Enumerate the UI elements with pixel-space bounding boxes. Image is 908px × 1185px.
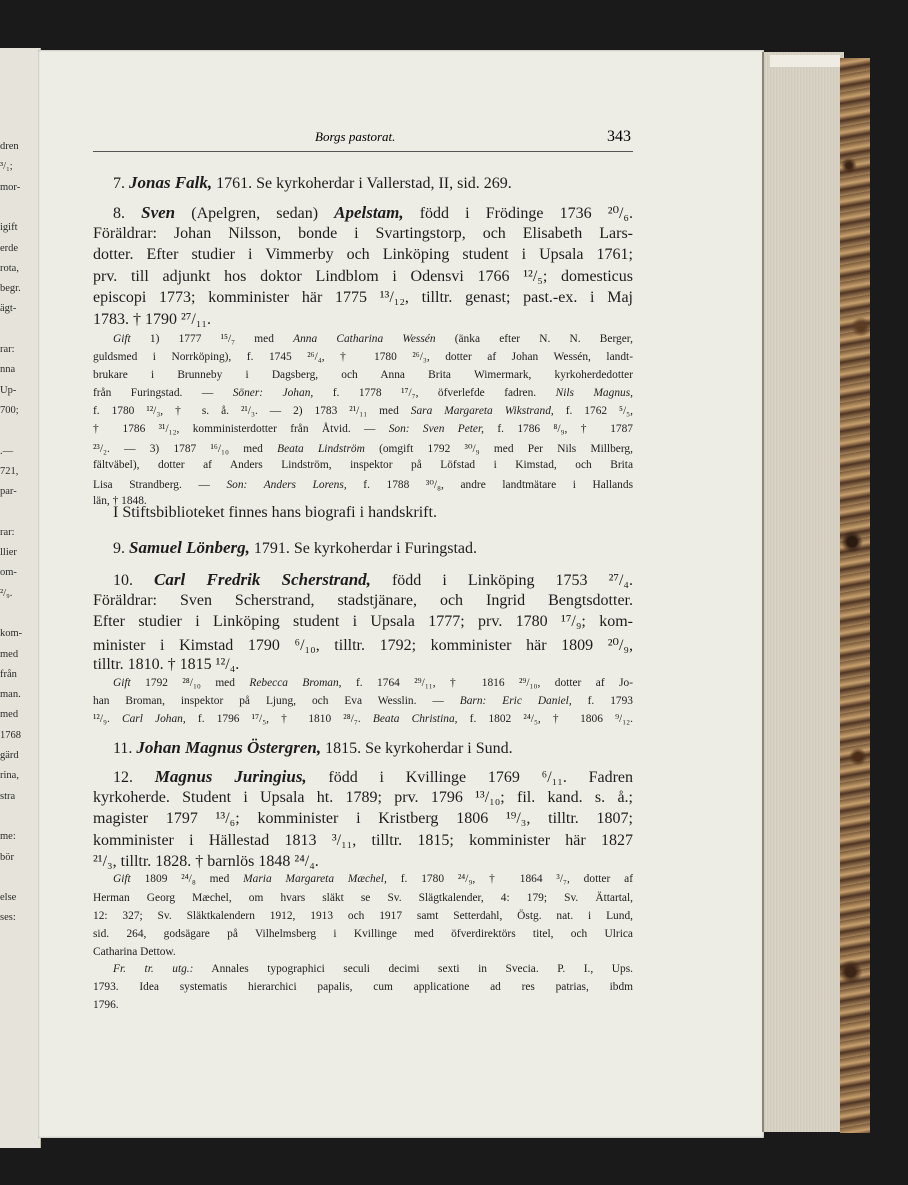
text-run: 1792 ²⁸/₁₀ med xyxy=(130,677,250,689)
facing-page-fragment: man. xyxy=(0,689,21,701)
text-run: f. 1764 ²⁹/₁₁, † 1816 ²⁹/₁₀, dotter af Jo- xyxy=(341,677,633,689)
facing-page-fragment: .— xyxy=(0,445,14,457)
facing-page-fragment: else xyxy=(0,892,17,904)
facing-page-fragment: stra xyxy=(0,790,16,802)
page-number: 343 xyxy=(607,128,631,145)
facing-page-fragment: mor- xyxy=(0,181,21,193)
note-line xyxy=(93,387,633,399)
note-line xyxy=(93,459,633,471)
text-run: Fr. tr. utg.: xyxy=(113,963,194,975)
text-run: 12. xyxy=(113,769,155,786)
text-run: ²³/₂. — 3) 1787 ¹⁶/₁₀ med xyxy=(93,443,278,455)
text-run: Lisa Strandberg. — xyxy=(93,479,227,491)
text-run: Beata Christina, xyxy=(372,713,458,725)
facing-page-fragment: dren xyxy=(0,141,19,152)
text-line xyxy=(113,738,513,758)
text-run: dotter. Efter studier i Vimmerby och Linköping student i Upsala 1761; xyxy=(93,246,633,263)
facing-page-fragment: 700; xyxy=(0,404,19,416)
text-run: Carl Johan, xyxy=(121,713,186,725)
text-line xyxy=(93,635,633,655)
text-line xyxy=(93,853,319,871)
note-line xyxy=(93,405,633,417)
facing-page-fragment: bör xyxy=(0,851,14,863)
text-run: från Furingstad. — xyxy=(93,387,233,399)
note-line xyxy=(93,999,119,1011)
text-run: f. 1793 xyxy=(571,695,633,707)
person-name: Carl Fredrik Scherstrand, xyxy=(154,570,371,589)
text-run: län, † 1848. xyxy=(93,495,147,507)
text-run: (omgift 1792 ³⁰/₉ med Per Nils Millberg, xyxy=(364,443,633,455)
note-line xyxy=(93,351,633,363)
page-edges xyxy=(762,52,844,1132)
text-run: 1793. Idea systematis hierarchici papalis, cum applicatione ad res patrias, ibdm xyxy=(93,981,633,993)
text-line xyxy=(93,311,211,329)
facing-page-fragment: från xyxy=(0,668,17,680)
text-line xyxy=(113,767,633,787)
text-run: Catharina Dettow. xyxy=(93,946,176,958)
text-run: guldsmed i Norrköping), f. 1745 ²⁶/₄, † 1780 ²⁶/₃, dotter af Johan Wessén, landt- xyxy=(93,351,633,363)
note-line xyxy=(93,946,176,958)
text-run: f. 1762 ⁵/₅, xyxy=(553,405,634,417)
text-run: f. 1802 ²⁴/₅, † 1806 ⁹/₁₂. xyxy=(457,713,633,725)
text-line xyxy=(93,225,633,243)
text-run: f. 1778 ¹⁷/₇, öfverlefde fadren. xyxy=(313,387,556,399)
text-run: född i Frödinge 1736 ²⁰/₆. xyxy=(403,205,634,222)
text-run: f. 1786 ⁸/₉, † 1787 xyxy=(484,423,633,435)
text-run: f. 1780 ²⁴/₉, † 1864 ³/₇, dotter af xyxy=(386,873,633,885)
facing-page-fragment: om- xyxy=(0,567,17,579)
text-run: magister 1797 ¹³/₆; komminister i Kristberg 1806 ¹⁹/₃, tilltr. 1807; xyxy=(93,810,633,827)
facing-page-fragment: rar: xyxy=(0,526,15,538)
note-line xyxy=(113,333,633,345)
note-line xyxy=(93,441,633,455)
note-line xyxy=(93,695,633,707)
text-line xyxy=(93,246,633,264)
text-run: tilltr. 1810. † 1815 ¹²/₄. xyxy=(93,656,240,673)
text-run: (Apelgren, sedan) xyxy=(175,205,335,222)
facing-page-fragment: 1768 xyxy=(0,729,21,741)
person-name: Johan Magnus Östergren, xyxy=(136,738,322,757)
note-line xyxy=(93,981,633,993)
person-name: Magnus Juringius, xyxy=(154,767,307,786)
text-line xyxy=(93,289,633,307)
text-line xyxy=(93,656,239,674)
text-run: ¹²/₉. xyxy=(93,713,122,725)
text-run: Gift xyxy=(113,333,131,345)
text-run: sid. 264, godsägare på Vilhelmsberg i Kvillinge med öfverdirektörs titel, och Ulrica xyxy=(93,928,633,940)
text-line xyxy=(113,538,477,558)
text-line xyxy=(113,173,512,193)
text-run: Herman Georg Mæchel, om hvars släkt se Sv. Slägtkalender, 4: 179; Sv. Ättartal, xyxy=(93,892,633,904)
text-run: minister i Kimstad 1790 ⁶/₁₀, tilltr. 1792; komminister här 1809 ²⁰/₉, xyxy=(93,637,633,654)
text-line xyxy=(113,504,437,522)
text-line xyxy=(93,789,633,807)
note-line xyxy=(93,423,633,435)
facing-page-fragment: nna xyxy=(0,364,16,376)
text-run: † 1786 ³¹/₁₂, komministerdotter från Åtvid. — xyxy=(93,423,389,435)
facing-page-fragment: igift xyxy=(0,222,18,234)
facing-page-fragment: begr. xyxy=(0,283,21,295)
text-run: 1809 ²⁴/₈ med xyxy=(130,873,244,885)
facing-page-fragment: llier xyxy=(0,547,17,558)
text-run: 12: 327; Sv. Släktkalendern 1912, 1913 och 1917 samt Setterdahl, Östg. nat. i Lund, xyxy=(93,910,633,922)
text-run: kyrkoherde. Student i Upsala ht. 1789; prv. 1796 ¹³/₁₀; fil. kand. s. å.; xyxy=(93,789,633,806)
text-run: Efter studier i Linköping student i Upsala 1777; prv. 1780 ¹⁷/₉; kom- xyxy=(93,613,633,630)
text-run: 7. xyxy=(113,175,129,192)
text-run: 9. xyxy=(113,540,129,557)
note-line xyxy=(93,928,633,940)
text-run: (änka efter N. N. Berger, xyxy=(435,333,633,345)
text-run: 1796. xyxy=(93,999,119,1011)
facing-page-fragment: kom- xyxy=(0,628,23,640)
text-run: 8. xyxy=(113,205,142,222)
facing-page-fragment: Up- xyxy=(0,384,17,396)
note-line xyxy=(93,713,633,725)
text-run: född i Linköping 1753 ²⁷/₄. xyxy=(370,572,633,589)
note-line xyxy=(113,677,633,689)
facing-page-fragment: rota, xyxy=(0,262,19,274)
text-run: född i Kvillinge 1769 ⁶/₁₁. Fadren xyxy=(306,769,633,786)
running-title: Borgs pastorat. xyxy=(315,129,396,144)
text-run: Annales typographici seculi decimi sexti in Svecia. P. I., Ups. xyxy=(193,963,633,975)
text-run: Son: Anders Lorens, xyxy=(226,479,347,491)
text-run: f. 1788 ³⁰/₈, andre landtmätare i Hallands xyxy=(346,479,633,491)
text-line xyxy=(113,570,633,590)
text-run: Barn: Eric Daniel, xyxy=(459,695,572,707)
text-run: Maria Margareta Mæchel, xyxy=(243,873,387,885)
text-run: prv. till adjunkt hos doktor Lindblom i Odensvi 1766 ¹²/₅; domesticus xyxy=(93,268,633,285)
page-edges-top xyxy=(770,55,840,67)
text-run: Rebecca Broman, xyxy=(249,677,342,689)
text-run: Gift xyxy=(113,677,131,689)
text-run: Nils Magnus, xyxy=(555,387,633,399)
note-line xyxy=(113,873,633,885)
text-run: 1783. † 1790 ²⁷/₁₁. xyxy=(93,311,211,328)
text-run: ²¹/₃, tilltr. 1828. † barnlös 1848 ²⁴/₄. xyxy=(93,853,319,870)
person-name: Apelstam, xyxy=(334,203,404,222)
facing-page-fragment: ²/₉. xyxy=(0,587,13,599)
text-run: komminister i Hällestad 1813 ³/₁₁, tilltr. 1815; komminister här 1827 xyxy=(93,832,633,849)
text-line xyxy=(93,832,633,850)
note-line xyxy=(93,477,633,491)
facing-page-fragment: par- xyxy=(0,486,17,498)
text-run: fältväbel), dotter af Anders Lindström, inspektor på Löfstad i Kimstad, och Brita xyxy=(93,459,633,471)
marbled-cover-edge xyxy=(840,58,870,1133)
text-run: 1791. Se kyrkoherdar i Furingstad. xyxy=(249,540,477,557)
text-run: I Stiftsbiblioteket finnes hans biografi i handskrift. xyxy=(113,504,437,521)
facing-page-fragment: me: xyxy=(0,831,16,843)
note-line xyxy=(93,910,633,922)
text-run: brukare i Brunneby i Dagsberg, och Anna Brita Wimermark, kyrkoherdedotter xyxy=(93,369,633,381)
text-run: 1815. Se kyrkoherdar i Sund. xyxy=(321,740,513,757)
facing-page-fragment: erde xyxy=(0,242,19,254)
text-run: Gift xyxy=(113,873,131,885)
facing-page-fragment: rina, xyxy=(0,770,19,782)
text-run: Föräldrar: Sven Scherstrand, stadstjänare, och Ingrid Bengtsdotter. xyxy=(93,592,633,609)
text-run: Anna Catharina Wessén xyxy=(293,333,436,345)
text-run: 10. xyxy=(113,572,155,589)
facing-page-fragment: med xyxy=(0,648,19,660)
facing-page-fragment: gärd xyxy=(0,750,19,761)
text-run: Son: Sven Peter, xyxy=(388,423,485,435)
facing-page-fragment: ägt- xyxy=(0,303,17,315)
text-run: Sara Margareta Wikstrand, xyxy=(410,405,554,417)
note-line xyxy=(113,963,633,975)
person-name: Sven xyxy=(141,203,176,222)
text-run: f. 1796 ¹⁷/₅, † 1810 ²⁸/₇. xyxy=(185,713,373,725)
text-run: f. 1780 ¹²/₃, † s. å. ²¹/₃. — 2) 1783 ²¹/₁₁ med xyxy=(93,405,411,417)
facing-page-fragment: rar: xyxy=(0,344,15,355)
facing-page-fragment: med xyxy=(0,709,19,721)
text-run: 1) 1777 ¹⁵/₇ med xyxy=(130,333,294,345)
text-run: episcopi 1773; komminister här 1775 ¹³/₁₂, tilltr. genast; past.-ex. i Maj xyxy=(93,289,633,306)
text-line xyxy=(93,613,633,631)
facing-page-fragment: ses: xyxy=(0,912,16,924)
text-line xyxy=(113,203,633,223)
text-run: Föräldrar: Johan Nilsson, bonde i Svartingstorp, och Elisabeth Lars- xyxy=(93,225,633,242)
facing-page-fragment: ³/₁; xyxy=(0,161,13,173)
text-run: han Broman, inspektor på Ljung, och Eva Wesslin. — xyxy=(93,695,460,707)
note-line xyxy=(93,892,633,904)
text-line xyxy=(93,810,633,828)
person-name: Jonas Falk, xyxy=(129,173,213,192)
text-line xyxy=(93,592,633,610)
note-line xyxy=(93,369,633,381)
text-run: 11. xyxy=(113,740,137,757)
person-name: Samuel Lönberg, xyxy=(129,538,250,557)
text-run: Söner: Johan, xyxy=(232,387,314,399)
text-run: Beata Lindström xyxy=(277,443,365,455)
text-line xyxy=(93,268,633,286)
facing-page-fragment: 721, xyxy=(0,465,19,477)
running-header xyxy=(93,127,633,152)
text-run: 1761. Se kyrkoherdar i Vallerstad, II, sid. 269. xyxy=(212,175,512,192)
